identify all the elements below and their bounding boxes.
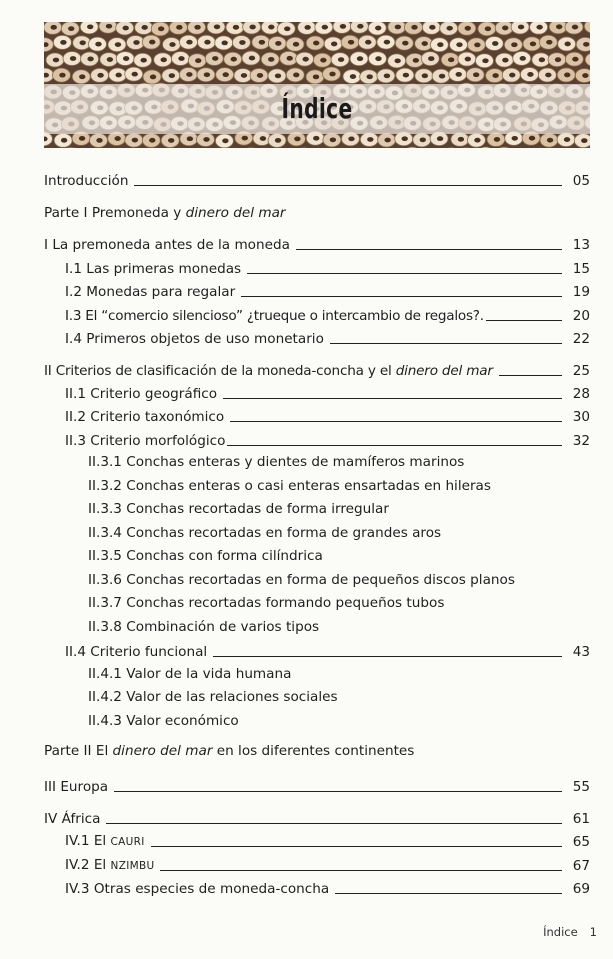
toc-page: 65 bbox=[572, 834, 590, 850]
toc-subentry[interactable]: II.3.1 Conchas enteras y dientes de mamíferos marinos bbox=[88, 454, 465, 470]
toc-label-text: II Criterios de clasificación de la moneda-concha y el bbox=[44, 363, 396, 379]
toc-label bbox=[44, 362, 493, 380]
toc-label: Introducción bbox=[44, 173, 129, 189]
toc-label: II.3 Criterio morfológico bbox=[65, 433, 226, 449]
toc-label: I.4 Primeros objetos de uso monetario bbox=[65, 331, 324, 347]
toc-leader bbox=[335, 893, 562, 894]
toc-entry-2-2[interactable] bbox=[65, 406, 590, 426]
toc-page: 20 bbox=[572, 308, 590, 324]
toc-subentry[interactable]: II.3.8 Combinación de varios tipos bbox=[88, 619, 320, 635]
toc-subentry[interactable]: II.4.2 Valor de las relaciones sociales bbox=[88, 689, 338, 705]
toc-entry-1-3[interactable] bbox=[65, 305, 590, 325]
toc-label: II.4 Criterio funcional bbox=[65, 644, 208, 660]
part-heading-text: Parte II El bbox=[44, 743, 113, 759]
toc-label: III Europa bbox=[44, 779, 109, 795]
toc-page: 25 bbox=[572, 363, 590, 379]
toc-leader bbox=[213, 656, 562, 657]
toc-label-smallcaps: CAURI bbox=[110, 836, 145, 848]
toc-subentry[interactable]: II.3.3 Conchas recortadas de forma irregular bbox=[88, 501, 389, 517]
toc-leader bbox=[114, 791, 562, 792]
toc-entry-chapter-3[interactable] bbox=[44, 776, 590, 796]
toc-page: 32 bbox=[572, 433, 590, 449]
toc-label-smallcaps: NZIMBU bbox=[110, 860, 155, 872]
toc-page: 55 bbox=[572, 779, 590, 795]
toc-page: 43 bbox=[572, 644, 590, 660]
toc-entry-introduccion[interactable] bbox=[44, 170, 590, 190]
toc-subentry[interactable]: II.3.7 Conchas recortadas formando pequeños tubos bbox=[88, 595, 445, 611]
toc-entry-chapter-4[interactable] bbox=[44, 808, 590, 828]
footer-page-number: 1 bbox=[589, 925, 597, 939]
toc-entry-4-2[interactable] bbox=[65, 855, 590, 875]
toc-label: I.2 Monedas para regalar bbox=[65, 284, 236, 300]
toc-page: 22 bbox=[572, 331, 590, 347]
toc-entry-2-3[interactable] bbox=[65, 430, 590, 450]
toc-leader bbox=[160, 870, 562, 871]
toc-label: I.3 El “comercio silencioso” ¿trueque o intercambio de regalos?. bbox=[65, 308, 484, 324]
toc-page: 30 bbox=[572, 409, 590, 425]
toc-label: I La premoneda antes de la moneda bbox=[44, 237, 290, 253]
toc-entry-1-2[interactable] bbox=[65, 281, 590, 301]
page-footer bbox=[531, 925, 597, 939]
toc-subentry[interactable]: II.3.6 Conchas recortadas en forma de pequeños discos planos bbox=[88, 572, 515, 588]
toc-subentry[interactable]: II.3.4 Conchas recortadas en forma de grandes aros bbox=[88, 525, 442, 541]
toc-label: IV.3 Otras especies de moneda-concha bbox=[65, 881, 330, 897]
toc-label bbox=[65, 856, 154, 875]
toc-page: 69 bbox=[572, 881, 590, 897]
toc-leader bbox=[486, 320, 562, 321]
toc-entry-1-4[interactable] bbox=[65, 328, 590, 348]
toc-leader bbox=[230, 421, 562, 422]
toc-entry-4-3[interactable] bbox=[65, 878, 590, 898]
toc-leader bbox=[106, 823, 562, 824]
part-heading-2 bbox=[44, 742, 414, 762]
toc-leader bbox=[241, 296, 562, 297]
toc-leader bbox=[499, 375, 562, 376]
toc-label: I.1 Las primeras monedas bbox=[65, 261, 242, 277]
toc-leader bbox=[296, 249, 562, 250]
toc-page: 67 bbox=[572, 858, 590, 874]
toc-entry-chapter-2[interactable] bbox=[44, 360, 590, 380]
toc-entry-1-1[interactable] bbox=[65, 258, 590, 278]
toc-label bbox=[65, 832, 145, 851]
toc-label: II.2 Criterio taxonómico bbox=[65, 409, 225, 425]
part-heading-1 bbox=[44, 204, 286, 224]
toc-page: 05 bbox=[572, 173, 590, 189]
toc-label-text: IV.1 El bbox=[65, 833, 111, 849]
toc-leader bbox=[330, 343, 562, 344]
toc-subentry[interactable]: II.4.3 Valor económico bbox=[88, 713, 239, 729]
toc-page: 61 bbox=[572, 811, 590, 827]
toc-subentry[interactable]: II.3.5 Conchas con forma cilíndrica bbox=[88, 548, 323, 564]
footer-section-label: Índice bbox=[543, 925, 578, 939]
part-heading-italic: dinero del mar bbox=[185, 205, 286, 221]
toc-page: 19 bbox=[572, 284, 590, 300]
toc-leader bbox=[227, 445, 562, 446]
part-heading-text: Parte I Premoneda y bbox=[44, 205, 186, 221]
toc-entry-2-4[interactable] bbox=[65, 641, 590, 661]
toc-leader bbox=[134, 185, 562, 186]
toc-entry-chapter-1[interactable] bbox=[44, 234, 590, 254]
toc-leader bbox=[151, 846, 562, 847]
toc-entry-4-1[interactable] bbox=[65, 831, 590, 851]
toc-page: 13 bbox=[572, 237, 590, 253]
toc-label: II.1 Criterio geográfico bbox=[65, 386, 218, 402]
toc-page: 15 bbox=[572, 261, 590, 277]
toc-leader bbox=[223, 398, 562, 399]
toc-entry-2-1[interactable] bbox=[65, 383, 590, 403]
toc-leader bbox=[247, 273, 562, 274]
toc-label: IV África bbox=[44, 811, 101, 827]
toc-page: 28 bbox=[572, 386, 590, 402]
toc-label-text: IV.2 El bbox=[65, 857, 111, 873]
toc-subentry[interactable]: II.4.1 Valor de la vida humana bbox=[88, 666, 292, 682]
toc-subentry[interactable]: II.3.2 Conchas enteras o casi enteras ensartadas en hileras bbox=[88, 478, 491, 494]
part-heading-italic: dinero del mar bbox=[112, 743, 213, 759]
toc-label-italic: dinero del mar bbox=[395, 363, 493, 379]
page-title: Índice bbox=[281, 92, 353, 125]
part-heading-suffix: en los diferentes continentes bbox=[212, 743, 415, 759]
